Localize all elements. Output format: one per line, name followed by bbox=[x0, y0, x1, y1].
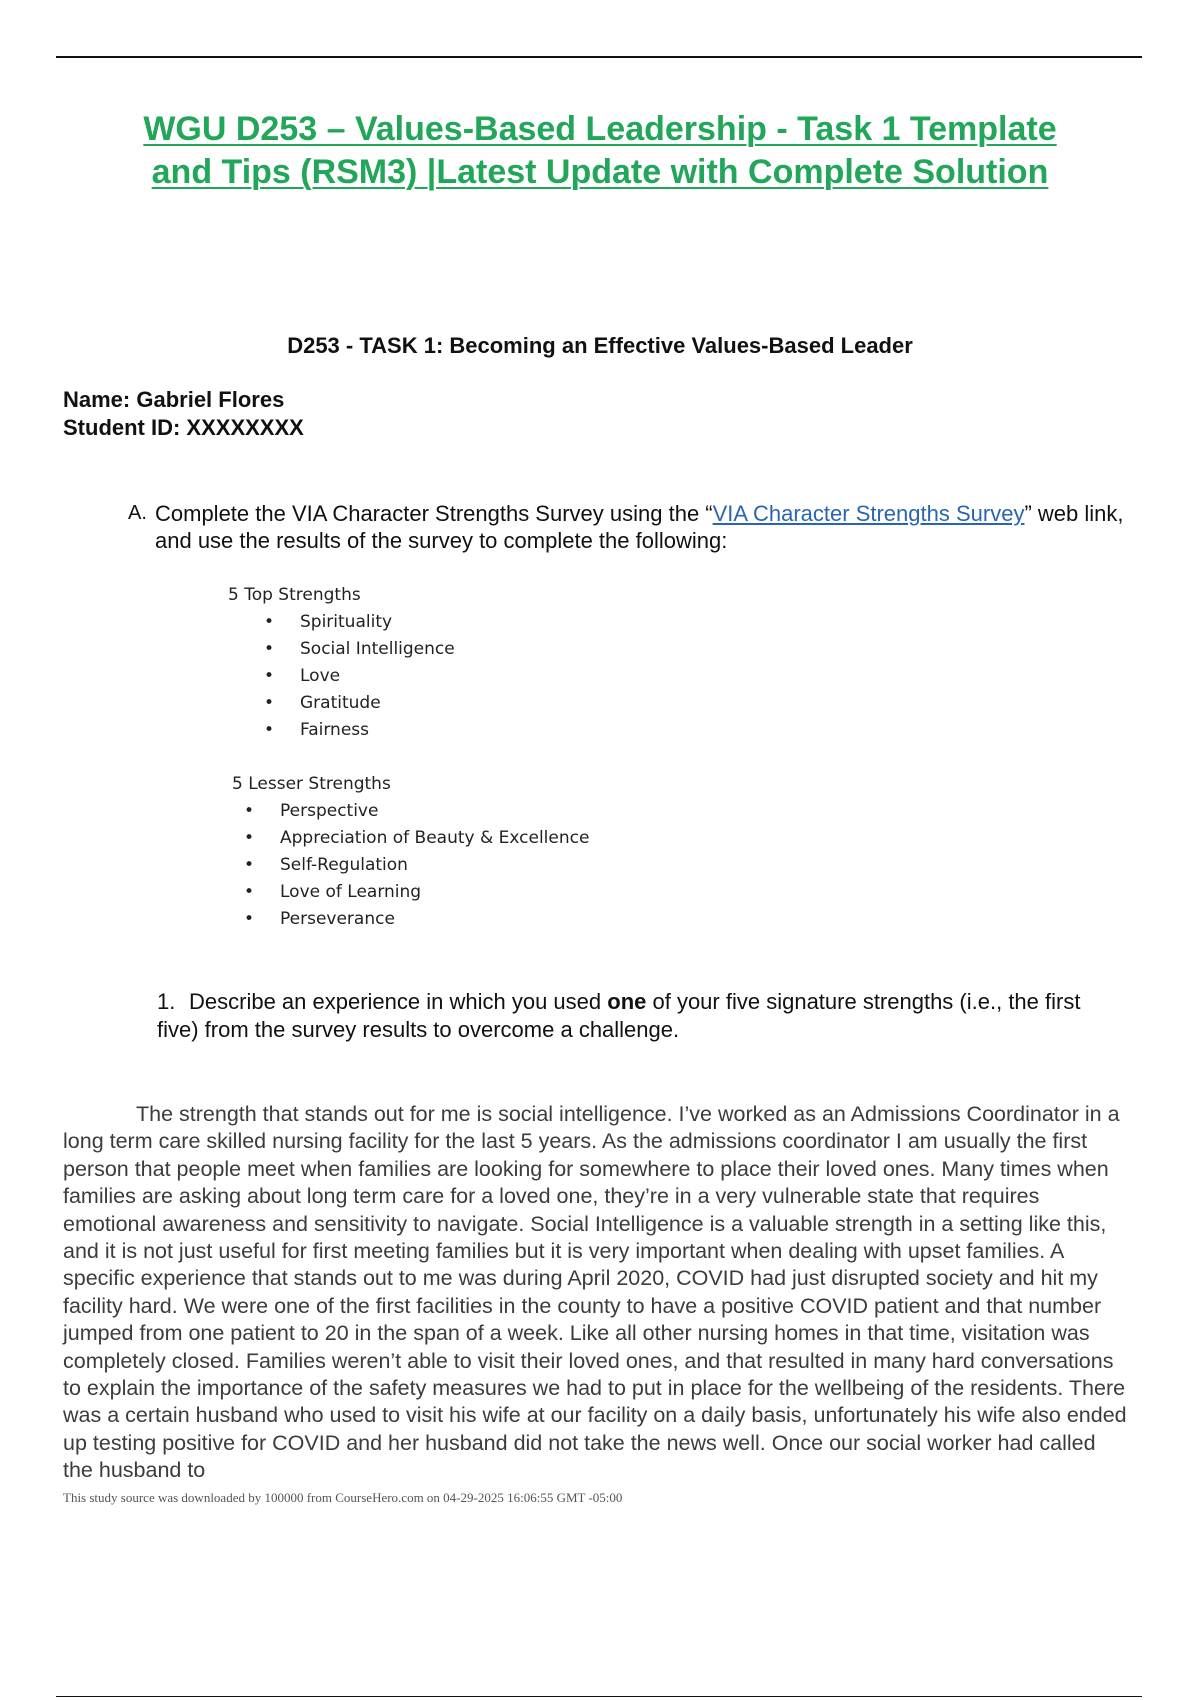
document-title-line-1: WGU D253 – Values-Based Leadership - Task 1 Template bbox=[143, 110, 1057, 148]
strength-label: Spirituality bbox=[300, 612, 393, 632]
strength-label: Love of Learning bbox=[280, 882, 422, 902]
strength-label: Gratitude bbox=[300, 693, 381, 713]
strength-label: Fairness bbox=[300, 720, 369, 740]
strength-label: Social Intelligence bbox=[300, 639, 455, 659]
list-item bbox=[232, 798, 589, 825]
list-item bbox=[228, 636, 455, 663]
document-title-line-2: and Tips (RSM3) |Latest Update with Complete Solution bbox=[151, 153, 1049, 191]
bullet-icon: • bbox=[264, 639, 275, 659]
list-item bbox=[232, 906, 589, 933]
question-1-text bbox=[157, 988, 1127, 1044]
top-strengths-title: 5 Top Strengths bbox=[228, 585, 361, 605]
question-1-number: 1. bbox=[157, 989, 176, 1014]
bullet-icon: • bbox=[264, 693, 275, 713]
list-item bbox=[228, 717, 455, 744]
list-item bbox=[228, 609, 455, 636]
strength-label: Perseverance bbox=[280, 909, 395, 929]
question-1-emphasis: one bbox=[607, 989, 647, 1014]
list-item bbox=[232, 852, 589, 879]
question-a-text bbox=[155, 500, 1128, 554]
question-a-text-end: ” web link, and use the results of the survey to complete the following: bbox=[155, 501, 1124, 553]
answer-paragraph: The strength that stands out for me is social intelligence. I’ve worked as an Admissions Coordinator in a long term care skilled nursing facility for the last 5 years. As the admissions coordinator I am usually the first person that people meet when families are looking for somewhere to place their loved ones. Many times when families are asking about long term care for a loved one, they’re in a very vulnerable state that requires emotional awareness and sensitivity to navigate. Social Intelligence is a valuable strength in a setting like this, and it is not just useful for first meeting families but it is very important when dealing with upset families. A specific experience that stands out to me was during April 2020, COVID had just disrupted society and hit my facility hard. We were one of the first facilities in the county to have a positive COVID patient and that number jumped from one patient to 20 in the span of a week. Like all other nursing homes in that time, visitation was completely closed. Families weren’t able to visit their loved ones, and that resulted in many hard conversations to explain the importance of the safety measures we had to put in place for the wellbeing of the residents. There was a certain husband who used to visit his wife at our facility on a daily basis, unfortunately his wife also ended up testing positive for COVID and her husband did not take the news well. Once our social worker had called the husband to bbox=[63, 1102, 1127, 1483]
lesser-strengths-title: 5 Lesser Strengths bbox=[232, 774, 391, 794]
strength-label: Love bbox=[300, 666, 341, 686]
student-info bbox=[63, 386, 304, 442]
student-id: Student ID: XXXXXXXX bbox=[63, 415, 304, 440]
bullet-icon: • bbox=[264, 612, 275, 632]
student-name: Name: Gabriel Flores bbox=[63, 387, 285, 412]
bullet-icon: • bbox=[244, 828, 255, 848]
strength-label: Appreciation of Beauty & Excellence bbox=[280, 828, 590, 848]
bullet-icon: • bbox=[264, 720, 275, 740]
list-item bbox=[228, 663, 455, 690]
question-1-text-end: of your five signature strengths (i.e., the first five) from the survey results to overcome a challenge. bbox=[157, 989, 1081, 1042]
question-a-text-start: Complete the VIA Character Strengths Survey using the “ bbox=[155, 501, 713, 526]
lesser-strengths bbox=[232, 771, 589, 933]
bullet-icon: • bbox=[244, 909, 255, 929]
bullet-icon: • bbox=[244, 855, 255, 875]
strength-label: Perspective bbox=[280, 801, 379, 821]
bottom-rule bbox=[56, 1696, 1142, 1697]
bullet-icon: • bbox=[244, 801, 255, 821]
download-watermark: This study source was downloaded by 100000 from CourseHero.com on 04-29-2025 16:06:55 GMT -05:00 bbox=[63, 1490, 623, 1505]
lesser-strengths-list bbox=[232, 798, 589, 933]
list-item bbox=[228, 690, 455, 717]
document-title bbox=[60, 108, 1140, 194]
bullet-icon: • bbox=[264, 666, 275, 686]
top-strengths bbox=[228, 582, 455, 744]
via-survey-link[interactable]: VIA Character Strengths Survey bbox=[712, 501, 1025, 526]
bullet-icon: • bbox=[244, 882, 255, 902]
top-rule bbox=[56, 56, 1142, 58]
list-item bbox=[232, 825, 589, 852]
top-strengths-list bbox=[228, 609, 455, 744]
list-item bbox=[232, 879, 589, 906]
question-a-marker: A. bbox=[128, 502, 147, 524]
task-heading: D253 - TASK 1: Becoming an Effective Values-Based Leader bbox=[287, 333, 913, 358]
strength-label: Self-Regulation bbox=[280, 855, 408, 875]
question-1-text-start: Describe an experience in which you used bbox=[189, 989, 608, 1014]
